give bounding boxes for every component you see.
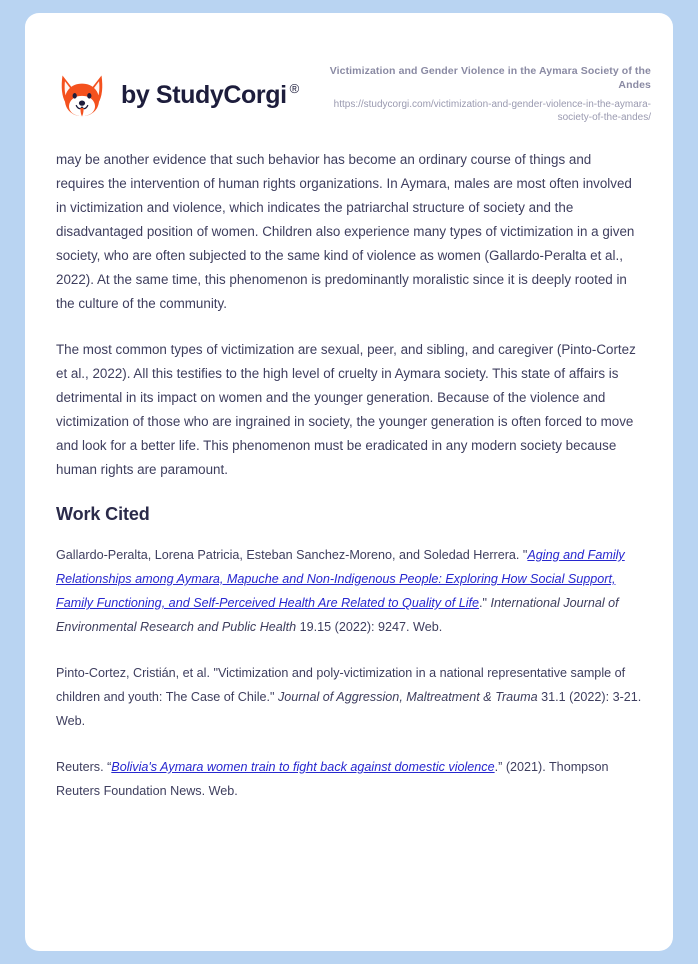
citation-journal: Journal of Aggression, Maltreatment & Trauma bbox=[277, 690, 538, 704]
corgi-logo-icon bbox=[56, 69, 108, 121]
brand-wordmark-text: by StudyCorgi bbox=[121, 80, 287, 109]
citation-entry bbox=[56, 661, 642, 733]
header-document-title: Victimization and Gender Violence in the Aymara Society of the Andes bbox=[329, 65, 651, 91]
citation-after-link: .” (2021). Thompson Reuters Foundation News. Web. bbox=[56, 760, 609, 798]
header-meta bbox=[301, 61, 651, 124]
citation-after-link: ." bbox=[479, 596, 491, 610]
body-paragraph: may be another evidence that such behavior has become an ordinary course of things and requires the intervention of human rights organizations. In Aymara, males are most often involved in victimization and violence, which indicates the patriarchal structure of society and the disadvantaged position of women. Children also experience many types of victimization in a given society, who are often subjected to the same kind of violence as women (Gallardo-Peralta et al., 2022). At the same time, this phenomenon is predominantly moralistic since it is deeply rooted in the culture of the community. bbox=[56, 152, 635, 311]
citation-tail: 19.15 (2022): 9247. Web. bbox=[296, 620, 443, 634]
registered-trademark-icon: ® bbox=[289, 81, 299, 97]
citation-source-link[interactable]: Aging and Family Relationships among Aymara, Mapuche and Non-Indigenous People: Exploring How Social Support, Family Functioning, and Self-Perceived Health Are Related to Quality of Life bbox=[56, 548, 625, 610]
citation-author: Gallardo-Peralta, Lorena Patricia, Esteban Sanchez-Moreno, and Soledad Herrera. " bbox=[56, 548, 528, 562]
citation-journal: International Journal of Environmental Research and Public Health bbox=[56, 596, 619, 634]
works-cited-heading: Work Cited bbox=[56, 504, 150, 524]
brand-logo-area bbox=[56, 61, 299, 121]
header-source-url: https://studycorgi.com/victimization-and-gender-violence-in-the-aymara-society-of-the-andes/ bbox=[333, 99, 651, 123]
citation-entry bbox=[56, 755, 642, 803]
citation-entry bbox=[56, 543, 642, 639]
citation-author: Pinto-Cortez, Cristián, et al. "Victimization and poly-victimization in a national representative sample of children and youth: The Case of Chile." bbox=[56, 666, 626, 704]
citation-source-link[interactable]: Bolivia's Aymara women train to fight back against domestic violence bbox=[111, 760, 495, 774]
document-body bbox=[25, 124, 673, 803]
document-page-card bbox=[25, 13, 673, 951]
body-paragraph: The most common types of victimization are sexual, peer, and sibling, and caregiver (Pinto-Cortez et al., 2022). All this testifies to the high level of cruelty in Aymara society. This state of affairs is detrimental in its impact on women and the younger generation. Because of the violence and victimization of those who are ingrained in society, the younger generation is often forced to move and look for a better life. This phenomenon must be eradicated in any modern society because human rights are paramount. bbox=[56, 342, 636, 477]
citation-tail: 31.1 (2022): 3-21. Web. bbox=[56, 690, 642, 728]
brand-wordmark bbox=[121, 81, 299, 110]
document-header bbox=[25, 13, 673, 124]
citation-author: Reuters. “ bbox=[56, 760, 112, 774]
